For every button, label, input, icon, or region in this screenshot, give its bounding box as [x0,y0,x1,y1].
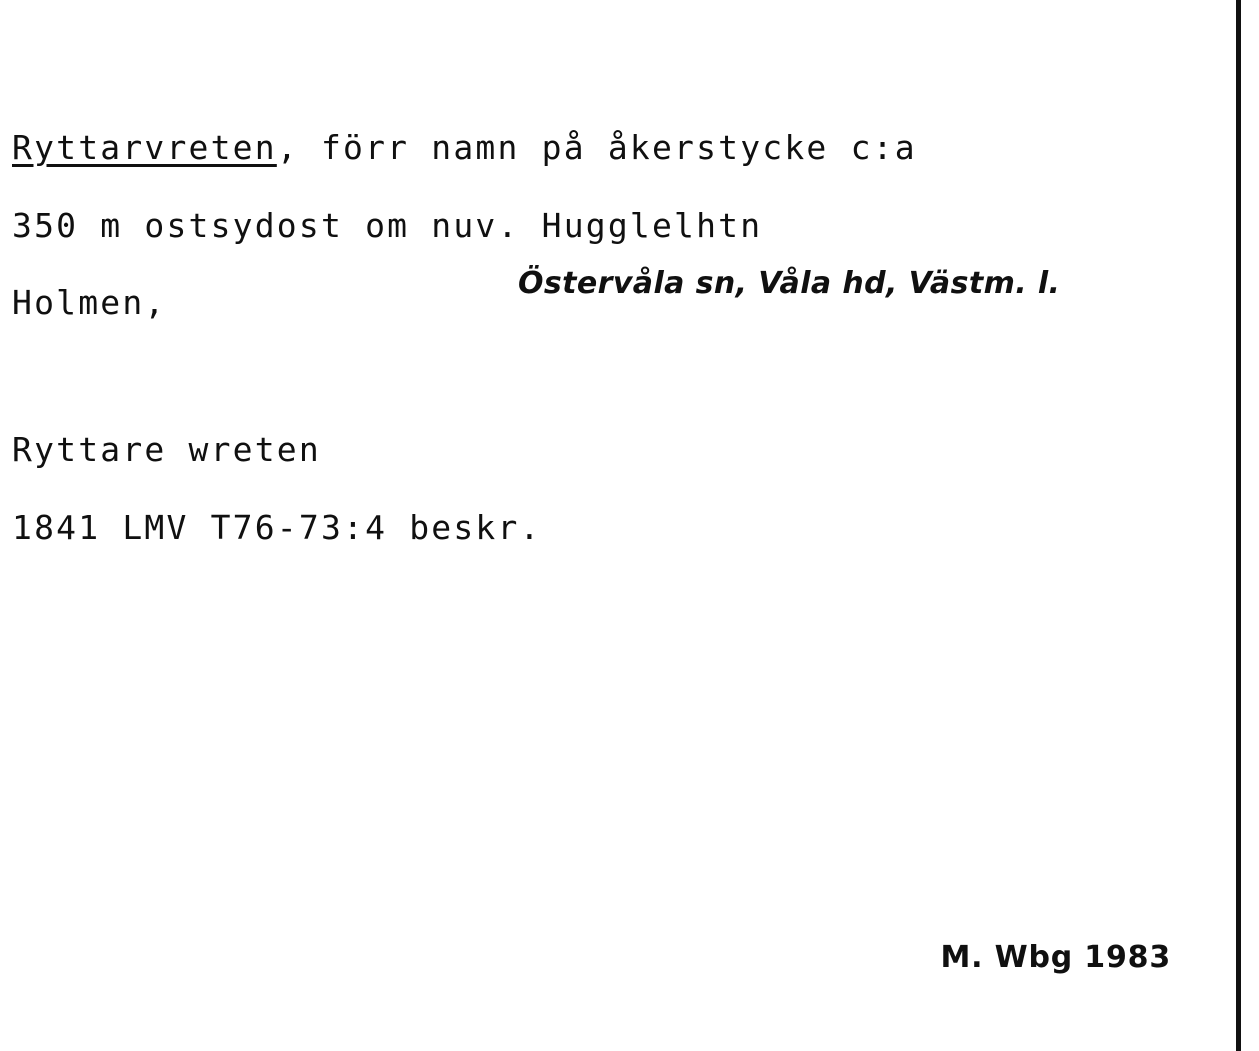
description-line-2: 350 m ostsydost om nuv. Hugglelhtn [12,206,763,245]
headword: Ryttarvreten [12,128,277,167]
source-name-form: Ryttare wreten [12,430,321,469]
description-line-3: Holmen, [12,283,167,322]
parish-hundred-county: Östervåla sn, Våla hd, Västm. l. [518,266,1061,301]
signature: M. Wbg 1983 [940,940,1171,975]
headword-line [12,128,917,167]
source-reference: 1841 LMV T76-73:4 beskr. [12,508,542,547]
headword-line-rest: , förr namn på åkerstycke c:a [276,128,917,167]
card-right-border [1236,0,1241,1051]
